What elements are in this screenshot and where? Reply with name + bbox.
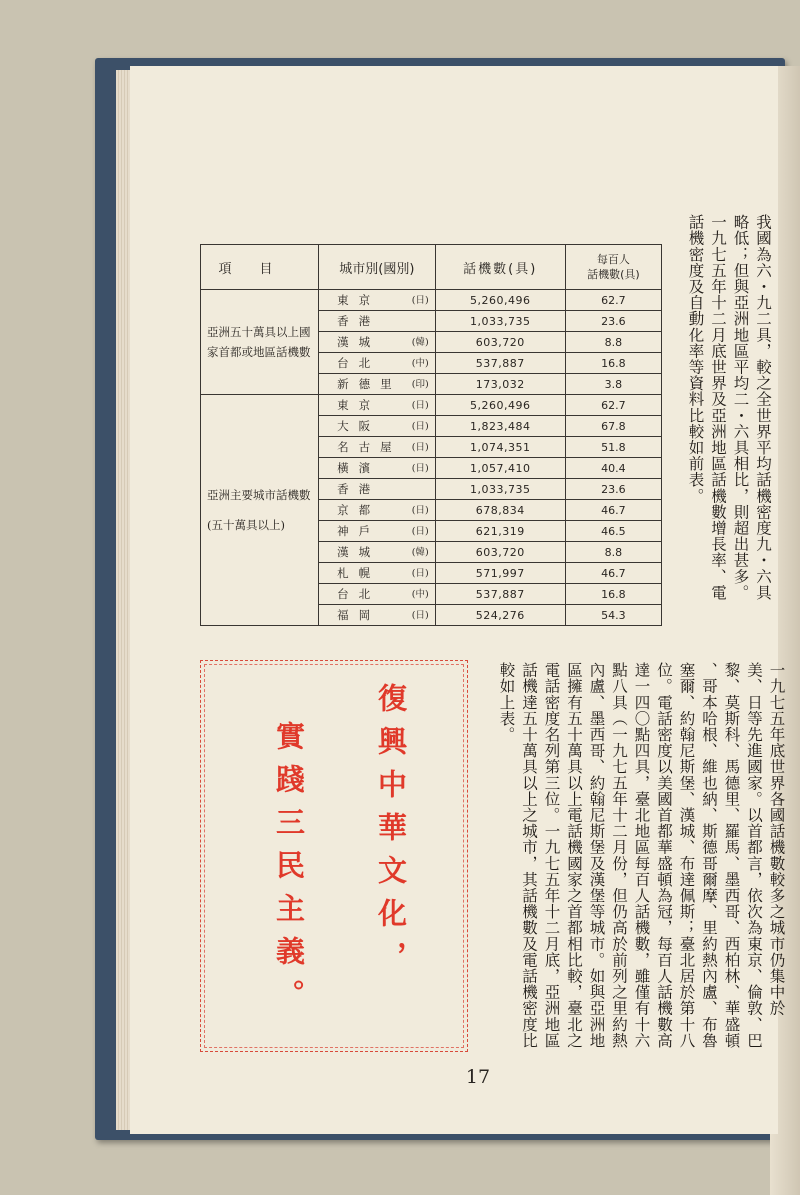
text-column: 點八具（一九七五年十二月份，但仍高於前列之里約熱 [610,662,628,1049]
phones-cell: 1,823,484 [435,416,565,437]
slogan-box [200,660,468,1052]
group-label-cell [201,290,319,395]
header-city: 城市別(國別) [319,245,436,290]
city-cell [319,605,436,626]
group-label: 亞洲五十萬具以上國家首都或地區話機數 [207,325,311,359]
page-number: 17 [465,1066,491,1088]
text-column: 美、日等先進國家。以首都言，依次為東京、倫敦、巴 [745,662,763,1049]
density-cell: 8.8 [565,332,661,353]
phones-cell: 524,276 [435,605,565,626]
country-code: (日) [411,400,429,411]
header-phones: 話機數(具) [435,245,565,290]
city-cell [319,500,436,521]
country-code: (日) [411,463,429,474]
city-name: 名古屋 [337,440,402,454]
country-code: (日) [411,610,429,621]
density-cell: 3.8 [565,374,661,395]
city-cell [319,437,436,458]
text-column: 塞爾、約翰尼斯堡、漢城、布達佩斯；臺北居於第十八 [677,662,696,1049]
city-cell [319,332,436,353]
city-name: 香港 [337,482,381,496]
density-cell: 46.7 [565,500,661,521]
density-cell: 46.7 [565,563,661,584]
country-code: (印) [411,379,429,390]
phones-cell: 173,032 [435,374,565,395]
group-label-cell [201,395,319,626]
city-cell [319,395,436,416]
city-name: 新德里 [337,377,402,391]
city-cell [319,290,436,311]
city-name: 福岡 [337,608,381,622]
phones-cell: 603,720 [435,332,565,353]
phones-cell: 1,074,351 [435,437,565,458]
density-cell: 8.8 [565,542,661,563]
text-column: 達一四〇點四具，臺北地區每百人話機數，雖僅有十六 [632,662,651,1049]
phones-cell: 678,834 [435,500,565,521]
city-cell [319,353,436,374]
city-cell [319,416,436,437]
country-code: (韓) [411,547,429,558]
city-name: 漢城 [337,335,381,349]
city-cell [319,374,436,395]
density-cell: 46.5 [565,521,661,542]
city-cell [319,542,436,563]
density-cell: 23.6 [565,311,661,332]
table-body [201,290,662,626]
country-code: (日) [411,568,429,579]
paragraph-bottom [495,662,788,1057]
city-name: 台北 [337,356,381,370]
city-name: 神戶 [337,524,381,538]
city-cell [319,458,436,479]
text-column: 話機密度及自動化率等資料比較如前表。 [686,214,705,504]
density-cell: 51.8 [565,437,661,458]
text-column: 一九七五年十二月底世界及亞洲地區話機數增長率、電 [709,214,727,601]
city-name: 東京 [337,293,381,307]
country-code: (中) [411,358,429,369]
city-name: 橫濱 [337,461,381,475]
phone-stats-table-wrapper [200,244,662,622]
country-code: (日) [411,526,429,537]
text-column: 較如上表。 [497,662,516,743]
city-cell [319,521,436,542]
text-column: 我國為六・九二具，較之全世界平均話機密度九・六具 [754,214,772,601]
city-name: 東京 [337,398,381,412]
density-cell: 16.8 [565,584,661,605]
density-cell: 23.6 [565,479,661,500]
text-column: 內盧、墨西哥、約翰尼斯堡及漢堡等城市。如與亞洲地 [587,662,606,1049]
phones-cell: 571,997 [435,563,565,584]
density-cell: 54.3 [565,605,661,626]
city-cell [319,311,436,332]
country-code: (日) [411,442,429,453]
table-header-row [201,245,662,290]
text-column: 一九七五年底世界各國話機數較多之城市仍集中於 [767,662,786,1017]
density-cell: 67.8 [565,416,661,437]
phones-cell: 1,033,735 [435,311,565,332]
phones-cell: 621,319 [435,521,565,542]
country-code: (日) [411,505,429,516]
group-label: 亞洲主要城市話機數 [207,488,311,502]
city-name: 香港 [337,314,381,328]
phones-cell: 5,260,496 [435,395,565,416]
text-column: 略低；但與亞洲地區平均二・六具相比，則超出甚多。 [731,214,750,601]
header-density [565,245,661,290]
table-row [201,395,662,416]
text-column: 位。電話密度以美國首都華盛頓為冠，每百人話機數高 [655,662,673,1049]
phones-cell: 5,260,496 [435,290,565,311]
header-density-line2: 話機數(具) [587,268,640,281]
country-code: (中) [411,589,429,600]
country-code: (日) [411,421,429,432]
city-cell [319,479,436,500]
country-code: (韓) [411,337,429,348]
density-cell: 62.7 [565,290,661,311]
city-name: 台北 [337,587,381,601]
city-cell [319,584,436,605]
city-name: 札幌 [337,566,381,580]
text-column: 電話密度名列第三位。一九七五年十二月底，亞洲地區 [542,662,561,1049]
density-cell: 40.4 [565,458,661,479]
header-density-line1: 每百人 [596,253,630,266]
group-note: (五十萬具以上) [207,518,285,532]
phones-cell: 537,887 [435,353,565,374]
text-column: 區擁有五十萬具以上電話機國家之首都相比較，臺北之 [565,662,583,1049]
city-name: 京都 [337,503,381,517]
phones-cell: 1,033,735 [435,479,565,500]
text-column: 、哥本哈根、維也納、斯德哥爾摩、里約熱內盧、布魯 [700,662,718,1049]
slogan-line-1: 復興中華文化， [374,683,408,984]
city-cell [319,563,436,584]
text-column: 話機達五十萬具以上之城市，其話機數及電話機密度比 [520,662,538,1049]
slogan-line-2: 實踐三民主義。 [272,721,306,1022]
city-name: 漢城 [337,545,381,559]
density-cell: 62.7 [565,395,661,416]
country-code: (日) [411,295,429,306]
phone-stats-table [200,244,662,626]
phones-cell: 603,720 [435,542,565,563]
city-name: 大阪 [337,419,381,433]
text-column: 黎、莫斯科、馬德里、羅馬、墨西哥、西柏林、華盛頓 [722,662,741,1049]
paragraph-top [684,214,774,634]
phones-cell: 537,887 [435,584,565,605]
density-cell: 16.8 [565,353,661,374]
phones-cell: 1,057,410 [435,458,565,479]
table-row [201,290,662,311]
header-item: 項目 [201,245,319,290]
